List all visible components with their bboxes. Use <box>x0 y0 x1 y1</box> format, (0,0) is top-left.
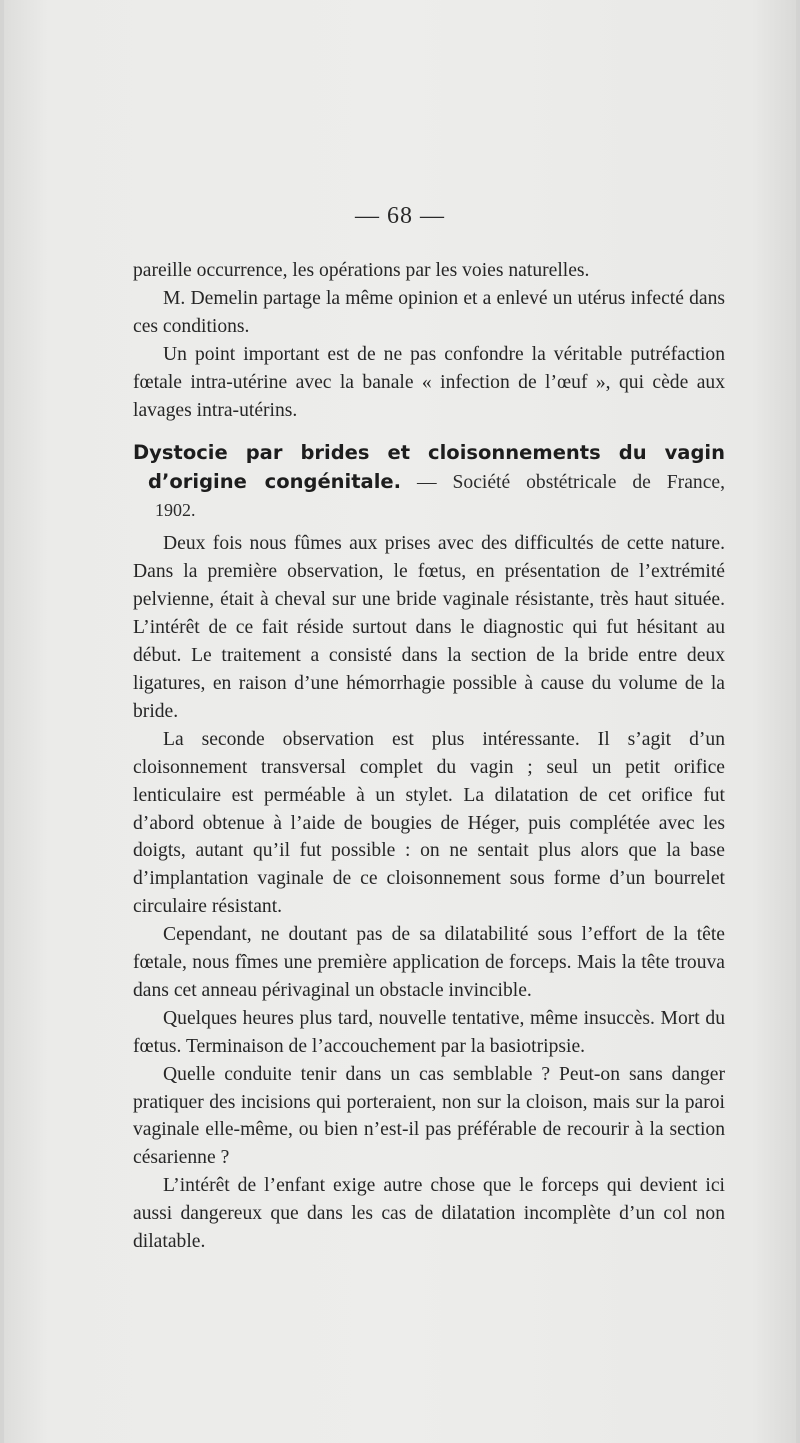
heading-title-line2 <box>133 467 725 497</box>
paragraph-putrefaction: Un point important est de ne pas confondre la véritable putréfaction fœtale intra-utérine avec la banale « infection de l’œuf », qui cède aux lavages intra-utérins. <box>133 343 725 421</box>
paragraph: Cependant, ne doutant pas de sa dilatabilité sous l’effort de la tête fœtale, nous fîmes une première application de forceps. Mais la tête trouva dans cet anneau périvaginal un obstacle invincible. <box>133 924 725 1001</box>
heading-dash: — <box>401 472 453 494</box>
heading-title-bold: d’origine congénitale. <box>148 470 402 494</box>
paragraph: La seconde observation est plus intéressante. Il s’agit d’un cloisonnement transversal complet du vagin ; seul un petit orifice lenticulaire est perméable à un stylet. La dilatation de cet orifice fut d’abord obtenue à l’aide de bougies de Héger, puis complétée avec les doigts, autant qu’il fut possible : on ne sentait plus alors que la base d’implantation vaginale de ce cloisonnement sous forme d’un bourrelet circulaire résistant. <box>133 728 725 918</box>
paragraph: Quelques heures plus tard, nouvelle tentative, même insuccès. Mort du fœtus. Terminaison de l’accouchement par la basiotripsie. <box>133 1007 725 1057</box>
heading-source: Société obstétricale de France, <box>452 472 725 494</box>
heading-title-line1: Dystocie par brides et cloisonnements du vagin <box>133 441 725 465</box>
body-text <box>133 257 725 1256</box>
heading-year: 1902. <box>155 500 196 521</box>
section-heading <box>133 438 725 524</box>
paragraph: L’intérêt de l’enfant exige autre chose que le forceps qui devient ici aussi dangereux que dans les cas de dilatation incomplète d’un col non dilatable. <box>133 1175 725 1253</box>
paragraph: Deux fois nous fûmes aux prises avec des difficultés de cette nature. Dans la première observation, le fœtus, en présentation de l’extrémité pelvienne, était à cheval sur une bride vaginale résistante, très haut située. L’intérêt de ce fait réside surtout dans le diagnostic qui fut hésitant au début. Le traitement a consisté dans la section de la bride entre deux ligatures, en raison d’une hémorrhagie possible à cause du volume de la bride. <box>133 533 725 722</box>
page-number: — 68 — <box>355 203 445 229</box>
paragraph-demelin: M. Demelin partage la même opinion et a enlevé un utérus infecté dans ces conditions. <box>133 287 725 337</box>
intro-line: pareille occurrence, les opérations par les voies naturelles. <box>133 260 590 281</box>
paragraph: Quelle conduite tenir dans un cas semblable ? Peut-on sans danger pratiquer des incisions qui porteraient, non sur la cloison, mais sur la paroi vaginale elle-même, ou bien n’est-il pas préférable de recourir à la section césarienne ? <box>133 1063 725 1169</box>
